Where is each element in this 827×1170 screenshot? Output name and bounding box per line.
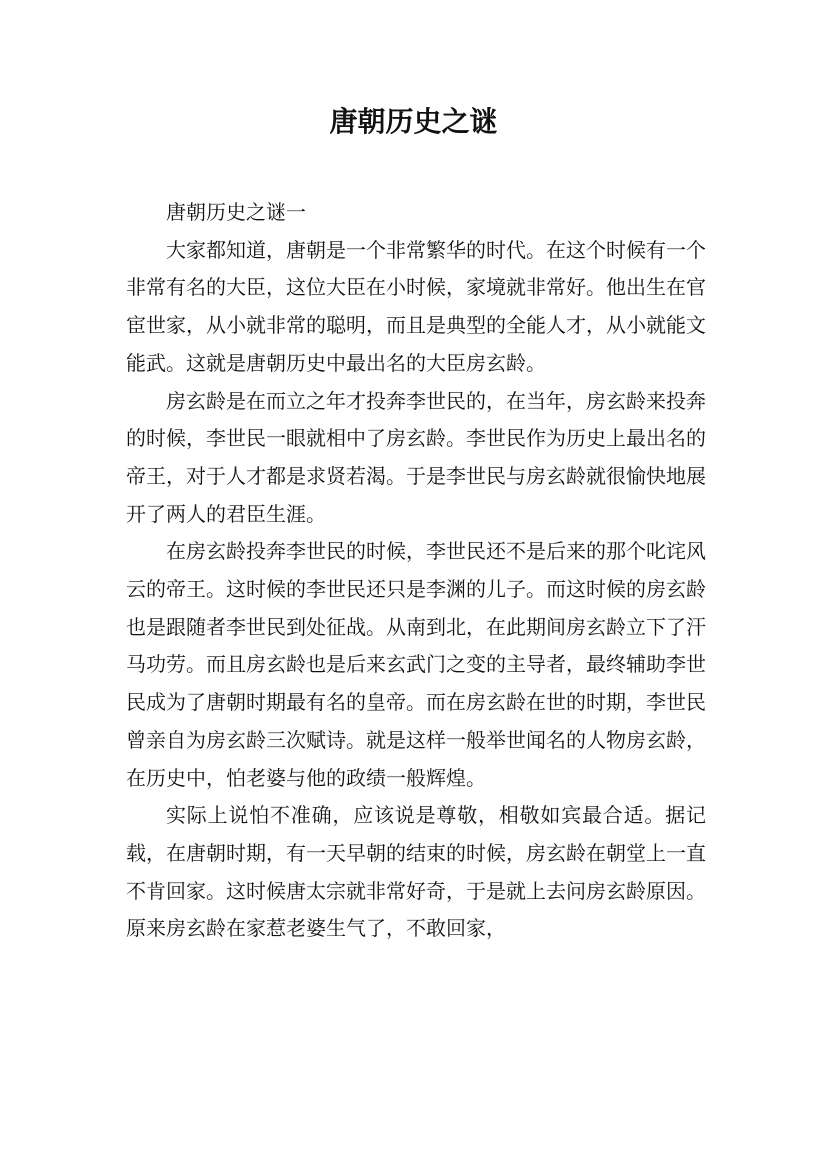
paragraph: 在房玄龄投奔李世民的时候，李世民还不是后来的那个叱诧风云的帝王。这时候的李世民还只是李渊的儿子。而这时候的房玄龄也是跟随者李世民到处征战。从南到北，在此期间房玄龄立下了汗马功劳。而且房玄龄也是后来玄武门之变的主导者，最终辅助李世民成为了唐朝时期最有名的皇帝。而在房玄龄在世的时期，李世民曾亲自为房玄龄三次赋诗。就是这样一般举世闻名的人物房玄龄，在历史中，怕老婆与他的政绩一般辉煌。	[126, 539, 706, 790]
paragraph: 房玄龄是在而立之年才投奔李世民的，在当年，房玄龄来投奔的时候，李世民一眼就相中了房玄龄。李世民作为历史上最出名的帝王，对于人才都是求贤若渴。于是李世民与房玄龄就很愉快地展开了两人的君臣生涯。	[126, 388, 706, 526]
paragraph: 实际上说怕不准确，应该说是尊敬，相敬如宾最合适。据记载，在唐朝时期，有一天早朝的结束的时候，房玄龄在朝堂上一直不肯回家。这时候唐太宗就非常好奇，于是就上去问房玄龄原因。原来房玄龄在家惹老婆生气了，不敢回家，	[126, 803, 706, 941]
document-body	[126, 194, 706, 948]
paragraph: 大家都知道，唐朝是一个非常繁华的时代。在这个时候有一个非常有名的大臣，这位大臣在小时候，家境就非常好。他出生在官宦世家，从小就非常的聪明，而且是典型的全能人才，从小就能文能武。这就是唐朝历史中最出名的大臣房玄龄。	[126, 237, 706, 375]
document-title: 唐朝历史之谜	[329, 105, 498, 138]
paragraph-subtitle: 唐朝历史之谜一	[166, 200, 306, 224]
